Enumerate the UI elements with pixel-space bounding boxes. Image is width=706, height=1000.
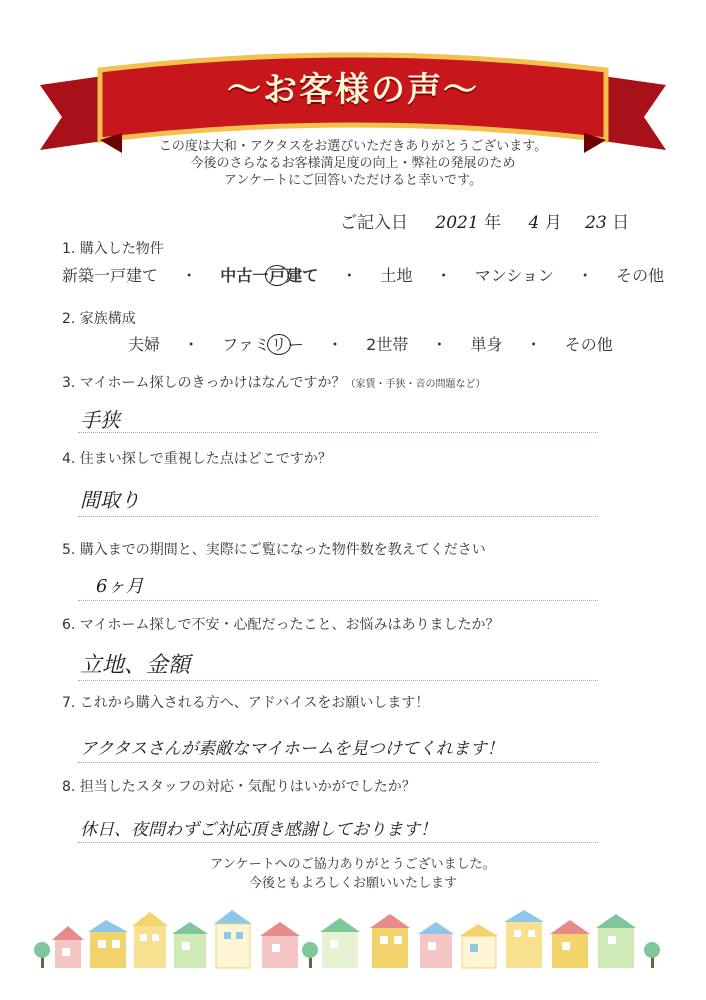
house-icon	[172, 922, 208, 968]
house-icon	[418, 922, 454, 968]
question-3-text: 3. マイホーム探しのきっかけはなんですか？	[62, 375, 346, 391]
option-family-selected: ファミリー	[222, 335, 304, 354]
question-3-label	[62, 372, 486, 392]
option-separator: ・	[183, 335, 200, 354]
answer-line	[78, 680, 598, 681]
date-month-unit: 月	[544, 213, 562, 233]
tree-icon	[34, 942, 50, 968]
answer-6: 立地、金額	[80, 653, 191, 678]
house-icon	[550, 920, 590, 968]
answer-circle-mark: 戸	[265, 265, 289, 286]
entry-date	[340, 208, 629, 233]
answer-4: 間取り	[80, 488, 140, 512]
answer-8: 休日、夜問わずご対応頂き感謝しております！	[80, 820, 437, 840]
intro-line: この度は大和・アクタスをお選びいただきありがとうございます。	[158, 139, 548, 154]
house-icon	[460, 924, 498, 968]
option-land: 土地	[380, 266, 413, 285]
option-two-generation: 2世帯	[366, 335, 409, 354]
tree-icon	[644, 942, 660, 968]
answer-line	[78, 516, 598, 517]
option-other: その他	[564, 335, 613, 354]
house-icon	[88, 920, 128, 968]
house-icon	[132, 912, 168, 968]
intro-text	[90, 138, 616, 189]
house-icon	[504, 910, 544, 968]
option-separator: ・	[181, 266, 198, 285]
house-icon	[370, 914, 410, 968]
option-separator: ・	[327, 335, 344, 354]
banner-title: ～お客様の声～	[227, 70, 479, 110]
date-year-unit: 年	[484, 213, 502, 233]
intro-line: アンケートにご回答いただけると幸いです。	[223, 173, 483, 188]
question-5-label: 5. 購入までの期間と、実際にご覧になった物件数を教えてください	[62, 542, 486, 558]
question-4-label: 4. 住まい探しで重視した点はどこですか？	[62, 451, 332, 467]
answer-3: 手狭	[80, 408, 120, 432]
answer-line	[78, 432, 598, 433]
closing-line: アンケートへのご協力ありがとうございました。	[210, 857, 496, 872]
answer-line	[78, 842, 598, 843]
date-month: 4	[528, 213, 540, 233]
question-3-note: （家賃・手狭・音の問題など）	[345, 379, 486, 390]
option-couple: 夫婦	[128, 335, 161, 354]
tree-icon	[302, 942, 318, 968]
question-8-label: 8. 担当したスタッフの対応・気配りはいかがでしたか？	[62, 779, 416, 795]
house-icon	[52, 926, 84, 968]
option-separator: ・	[525, 335, 542, 354]
question-2-label: 2. 家族構成	[62, 311, 136, 327]
intro-line: 今後のさらなるお客様満足度の向上・弊社の発展のため	[190, 156, 516, 171]
option-new-house: 新築一戸建て	[62, 266, 159, 285]
option-used-house-selected: 中古一戸建て	[220, 266, 319, 285]
answer-7: アクタスさんが素敵なマイホームを見つけてくれます！	[80, 739, 504, 759]
option-separator: ・	[577, 266, 594, 285]
house-icon	[214, 910, 252, 968]
answer-line	[78, 600, 598, 601]
option-other: その他	[616, 266, 665, 285]
option-mansion: マンション	[474, 266, 554, 285]
closing-line: 今後ともよろしくお願いいたします	[248, 876, 457, 891]
question-2-options	[128, 332, 613, 355]
option-separator: ・	[341, 266, 358, 285]
date-day-unit: 日	[612, 213, 630, 233]
house-icon	[260, 922, 300, 968]
date-day: 23	[585, 213, 607, 233]
date-year: 2021	[435, 213, 479, 233]
houses-illustration	[28, 910, 678, 970]
closing-text	[150, 855, 556, 893]
answer-circle-mark: リ	[267, 334, 291, 355]
question-1-options	[62, 263, 664, 286]
option-separator: ・	[435, 266, 452, 285]
option-single: 単身	[470, 335, 503, 354]
question-6-label: 6. マイホーム探しで不安・心配だったこと、お悩みはありましたか？	[62, 617, 500, 633]
date-label: ご記入日	[340, 213, 408, 233]
question-7-label: 7. これから購入される方へ、アドバイスをお願いします！	[62, 695, 430, 711]
house-icon	[596, 914, 636, 968]
answer-5: 6ヶ月	[96, 576, 144, 597]
answer-line	[78, 762, 598, 763]
question-1-label: 1. 購入した物件	[62, 241, 164, 257]
house-icon	[320, 918, 360, 968]
option-separator: ・	[431, 335, 448, 354]
